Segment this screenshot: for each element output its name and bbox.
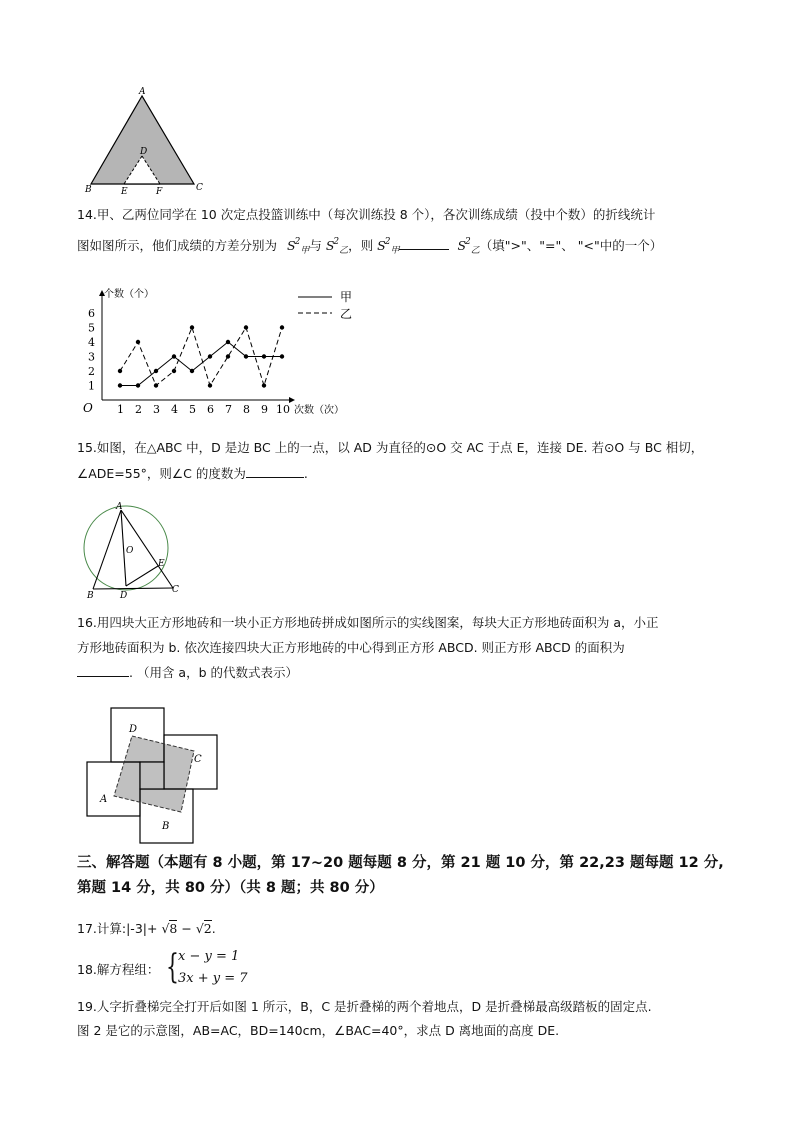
q14-line2-a: 图如图所示，他们成绩的方差分别为	[77, 238, 278, 253]
data-point-jia	[226, 340, 230, 344]
x-tick-label: 1	[117, 403, 124, 416]
data-point-jia	[190, 369, 194, 373]
x-tick-label: 8	[243, 403, 250, 416]
y-tick-label: 3	[88, 350, 95, 364]
data-point-jia	[118, 383, 122, 387]
q16-line3: . （用含 a，b 的代数式表示）	[77, 664, 298, 681]
x-tick-label: 10	[276, 403, 290, 416]
data-point-yi	[244, 325, 248, 329]
line-chart	[80, 285, 370, 420]
data-point-yi	[154, 383, 158, 387]
data-point-yi	[280, 325, 284, 329]
x-tick-label: 9	[261, 403, 268, 416]
label-E: E	[158, 559, 165, 569]
x-tick-label: 3	[153, 403, 160, 416]
label-B: B	[85, 185, 92, 195]
q15-line2: ∠ADE=55°，则∠C 的度数为 .	[77, 466, 308, 481]
q19-line2: 图 2 是它的示意图，AB=AC，BD=140cm，∠BAC=40°，求点 D 离地面的高度 DE.	[77, 1023, 560, 1038]
q14-line1: 14.甲、乙两位同学在 10 次定点投篮训练中（每次训练投 8 个），各次训练成绩（投中个数）的折线统计	[77, 207, 656, 222]
label-D: D	[120, 591, 128, 601]
label-E: E	[121, 187, 128, 196]
data-point-jia	[208, 354, 212, 358]
x-tick-label: 6	[207, 403, 214, 416]
circle-figure	[82, 500, 192, 605]
label-A: A	[100, 794, 108, 805]
q18-prefix: 18.解方程组：	[77, 962, 160, 977]
x-tick-label: 4	[171, 403, 178, 416]
q16-line2: 方形地砖面积为 b. 依次连接四块大正方形地砖的中心得到正方形 ABCD. 则正方形 ABCD 的面积为	[77, 640, 625, 655]
q16-line1: 16.用四块大正方形地砖和一块小正方形地砖拼成如图所示的实线图案，每块大正方形地砖面积为 a，小正	[77, 615, 659, 630]
label-O: O	[126, 546, 134, 556]
equation-1: x − y = 1	[178, 949, 240, 964]
label-A: A	[116, 502, 123, 512]
q15-answer-blank[interactable]	[246, 465, 304, 478]
section3-header-line2: 第题 14 分，共 80 分）（共 8 题；共 80 分）	[77, 880, 384, 896]
data-point-jia	[172, 354, 176, 358]
legend-jia: 甲	[340, 290, 353, 304]
origin-label: O	[83, 401, 93, 415]
variance-jia-2: $S^2_甲$	[377, 237, 400, 256]
label-A: A	[139, 87, 146, 97]
q14-answer-blank[interactable]	[399, 237, 449, 250]
y-tick-label: 6	[88, 307, 95, 320]
y-tick-label: 5	[88, 321, 95, 335]
sqrt-8: √8	[161, 921, 178, 936]
variance-yi-2: $S^2_乙$	[457, 237, 480, 256]
q15-line1: 15.如图，在△ABC 中，D 是边 BC 上的一点，以 AD 为直径的⊙O 交 AC 于点 E，连接 DE. 若⊙O 与 BC 相切，	[77, 440, 704, 455]
y-axis-label: 个数（个）	[104, 289, 154, 300]
squares-figure	[84, 705, 224, 845]
data-point-jia	[136, 383, 140, 387]
equation-brace: {	[166, 947, 179, 987]
data-point-yi	[190, 325, 194, 329]
variance-jia: $S^2_甲$	[287, 237, 310, 256]
x-tick-label: 5	[189, 403, 196, 416]
data-point-yi	[118, 369, 122, 373]
legend-yi: 乙	[340, 307, 353, 321]
y-tick-label: 4	[88, 336, 95, 349]
x-tick-label: 2	[135, 403, 142, 416]
data-point-yi	[136, 340, 140, 344]
sqrt-2: √2	[195, 921, 212, 936]
label-B: B	[87, 591, 94, 601]
x-tick-label: 7	[225, 403, 232, 416]
x-axis-label: 次数（次）	[294, 405, 344, 416]
label-B: B	[162, 821, 170, 832]
label-F: F	[156, 187, 163, 196]
data-point-yi	[208, 383, 212, 387]
label-D: D	[140, 147, 148, 157]
variance-yi: $S^2_乙$	[325, 237, 349, 256]
label-C: C	[194, 754, 202, 765]
data-point-jia	[244, 354, 248, 358]
label-D: D	[129, 724, 138, 735]
label-C: C	[172, 585, 179, 595]
data-point-yi	[172, 369, 176, 373]
q17: 17.计算:|-3|+ √8 − √2.	[77, 921, 216, 936]
equation-2: 3x + y = 7	[178, 971, 248, 986]
triangle-figure	[84, 86, 209, 196]
q19-line1: 19.人字折叠梯完全打开后如图 1 所示，B，C 是折叠梯的两个着地点，D 是折叠梯最高级踏板的固定点.	[77, 999, 652, 1014]
y-tick-label: 1	[88, 379, 95, 393]
series-line-jia	[120, 342, 282, 386]
data-point-yi	[262, 383, 266, 387]
data-point-jia	[280, 354, 284, 358]
data-point-yi	[226, 354, 230, 358]
label-C: C	[196, 183, 203, 193]
section3-header-line1: 三、解答题（本题有 8 小题，第 17~20 题每题 8 分，第 21 题 10 分，第 22,23 题每题 12 分,	[77, 855, 724, 871]
y-tick-label: 2	[88, 365, 95, 378]
q14-line2: 图如图所示，他们成绩的方差分别为 $S^2_甲$与 $S^2_乙$，则 $S^2_甲$ $S^2_乙$（填">"、"="、 "<"中的一个）	[77, 237, 663, 256]
q16-answer-blank[interactable]	[77, 664, 129, 677]
data-point-jia	[154, 369, 158, 373]
data-point-jia	[262, 354, 266, 358]
